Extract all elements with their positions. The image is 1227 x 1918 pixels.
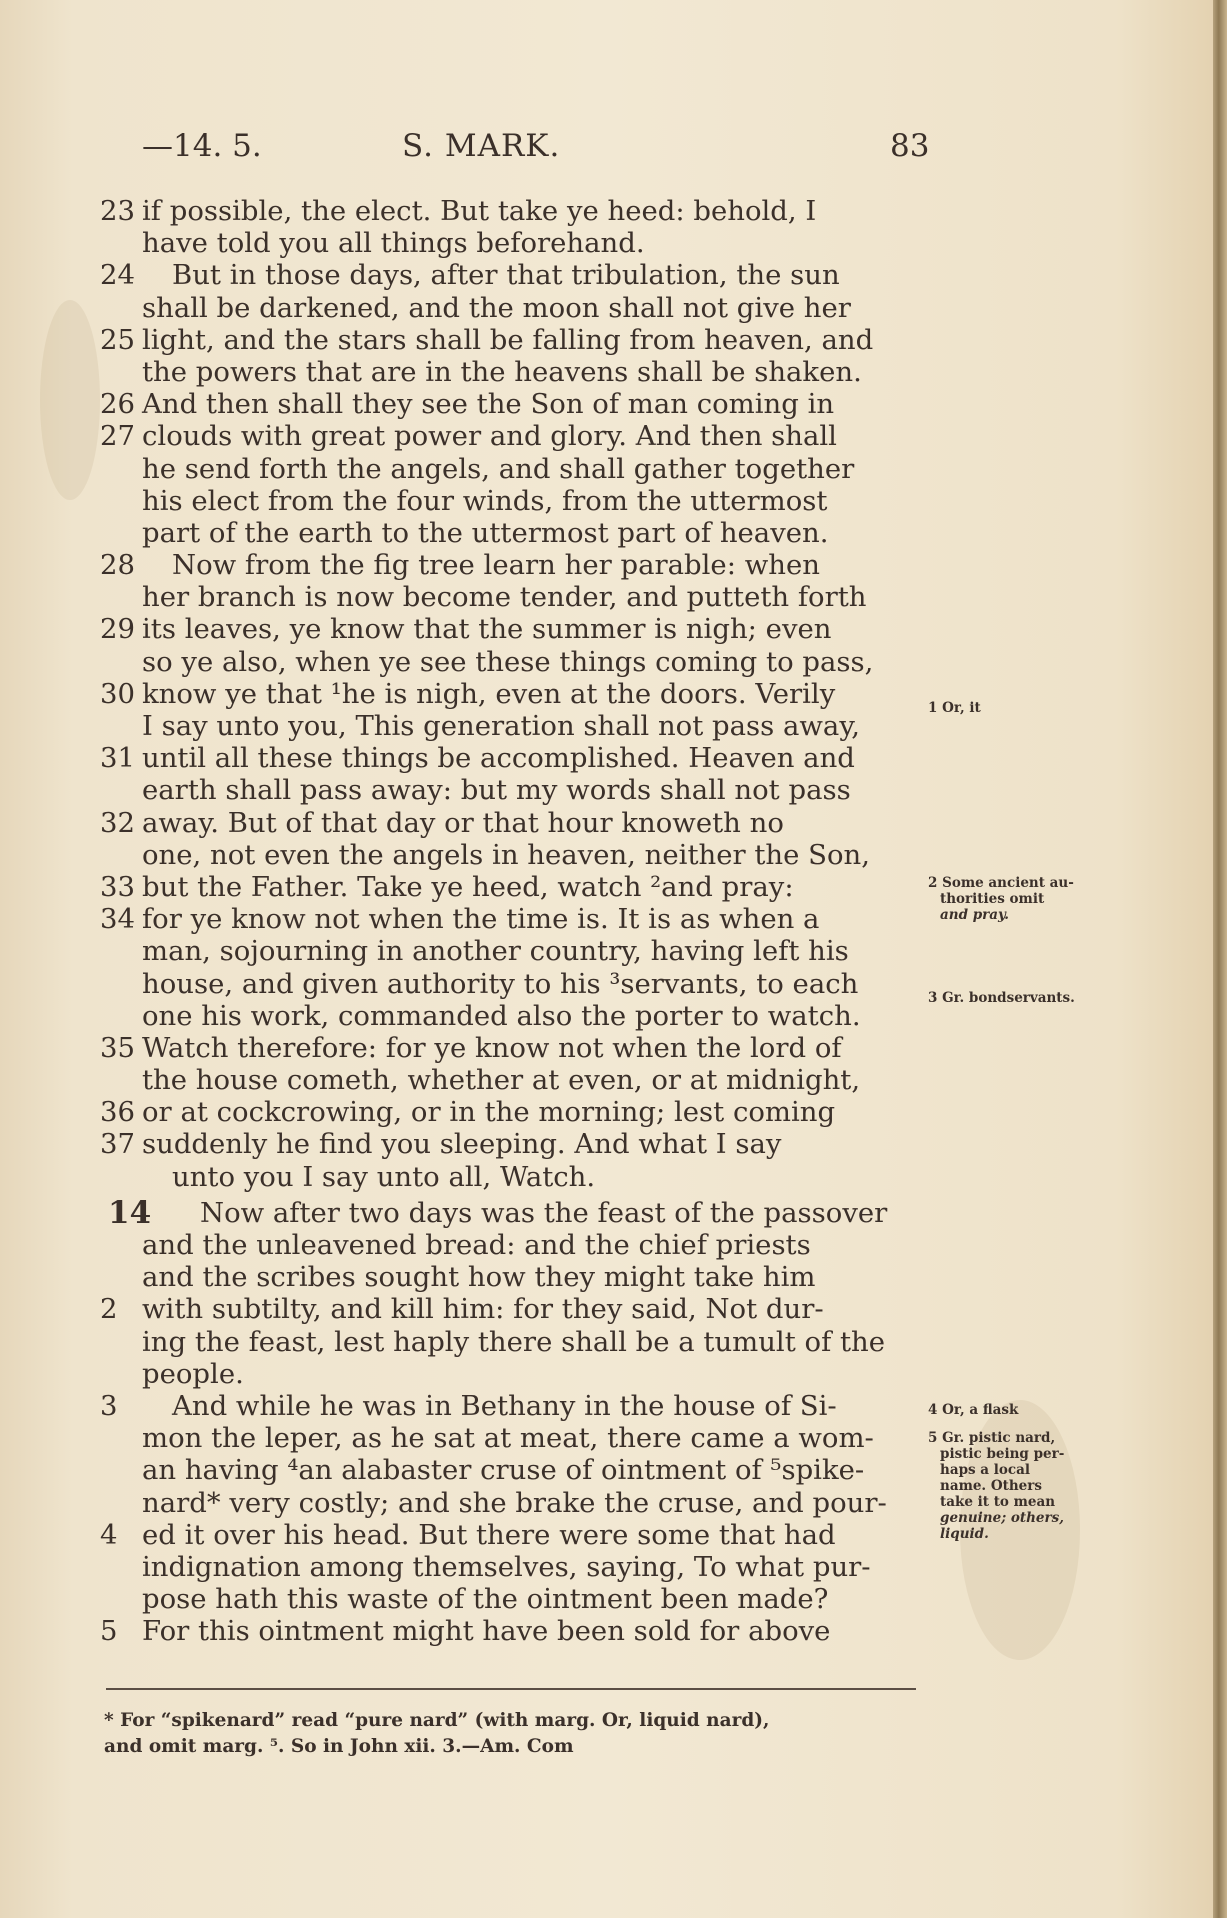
text-line [100, 356, 1220, 388]
text-line [100, 1261, 1220, 1293]
book-title: S. MARK. [402, 128, 561, 164]
verse-number: 2 [100, 1293, 118, 1326]
margin-note-text: genuine; others, [940, 1510, 1064, 1526]
verse-text: man, sojourning in another country, having left his [142, 935, 849, 968]
verse-text: And then shall they see the Son of man coming in [142, 388, 835, 421]
verse-number: 33 [100, 870, 135, 903]
verse-text: shall be darkened, and the moon shall not give her [142, 291, 851, 324]
verse-text: light, and the stars shall be falling from heaven, and [142, 323, 874, 356]
text-line [100, 613, 1220, 645]
verse-text: unto you I say unto all, Watch. [172, 1160, 596, 1193]
verse-text: Now from the fig tree learn her parable: when [172, 549, 820, 582]
text-line [100, 1326, 1220, 1358]
text-line [100, 807, 1220, 839]
verse-text: earth shall pass away: but my words shall not pass [142, 774, 851, 807]
page-number: 83 [890, 128, 930, 164]
verse-text: the house cometh, whether at even, or at midnight, [142, 1064, 861, 1097]
text-line [100, 388, 1220, 420]
text-line [100, 1229, 1220, 1261]
text-line [100, 549, 1220, 581]
verse-text: its leaves, ye know that the summer is nigh; even [142, 613, 832, 646]
verse-text: he send forth the angels, and shall gather together [142, 452, 855, 485]
verse-number: 24 [100, 259, 135, 292]
verse-number: 28 [100, 549, 135, 582]
verse-text: the powers that are in the heavens shall be shaken. [142, 355, 862, 388]
verse-text: an having ⁴an alabaster cruse of ointment of ⁵spike- [142, 1454, 865, 1487]
verse-text: people. [142, 1357, 244, 1390]
verse-number: 29 [100, 613, 135, 646]
text-line [100, 1161, 1220, 1193]
verse-text: but the Father. Take ye heed, watch ²and pray: [142, 870, 794, 903]
margin-note-4: 4 Or, a flask [928, 1402, 1019, 1418]
text-line [100, 1583, 1220, 1615]
margin-note-5 [928, 1430, 1064, 1542]
text-line [100, 292, 1220, 324]
verse-text: or at cockcrowing, or in the morning; lest coming [142, 1096, 836, 1129]
verse-text: For this ointment might have been sold for above [142, 1615, 831, 1648]
verse-number: 34 [100, 903, 135, 936]
footnote-line: and omit marg. ⁵. So in John xii. 3.—Am. Com [104, 1736, 574, 1757]
margin-note-text: thorities omit [940, 891, 1045, 907]
margin-note-text: liquid. [940, 1526, 989, 1542]
verse-number: 37 [100, 1128, 135, 1161]
chapter-heading-line [100, 1194, 1220, 1231]
verse-text: suddenly he find you sleeping. And what I say [142, 1128, 782, 1161]
margin-note-text: 2 Some ancient au- [928, 875, 1074, 891]
verse-text: until all these things be accomplished. Heaven and [142, 742, 855, 775]
verse-text: his elect from the four winds, from the uttermost [142, 484, 828, 517]
text-line [100, 646, 1220, 678]
verse-number: 35 [100, 1031, 135, 1064]
verse-text: ing the feast, lest haply there shall be a tumult of the [142, 1325, 886, 1358]
verse-text: mon the leper, as he sat at meat, there came a wom- [142, 1422, 874, 1455]
footnote-divider [106, 1688, 916, 1690]
verse-text: Watch therefore: for ye know not when the lord of [142, 1031, 842, 1064]
text-line [100, 1064, 1220, 1096]
margin-note-3: 3 Gr. bondservants. [928, 990, 1075, 1006]
margin-note-text: haps a local [940, 1462, 1030, 1478]
footnote-line: * For “spikenard” read “pure nard” (with marg. Or, liquid nard), [104, 1710, 770, 1731]
text-line [100, 1032, 1220, 1064]
verse-text: and the scribes sought how they might take him [142, 1261, 816, 1294]
verse-text: clouds with great power and glory. And then shall [142, 420, 837, 453]
margin-note-text: take it to mean [940, 1494, 1056, 1510]
verse-text: one his work, commanded also the porter to watch. [142, 999, 861, 1032]
verse-text: with subtilty, and kill him: for they said, Not dur- [142, 1293, 824, 1326]
verse-number: 27 [100, 420, 135, 453]
text-line [100, 485, 1220, 517]
verse-text: indignation among themselves, saying, To what pur- [142, 1550, 871, 1583]
verse-text: know ye that ¹he is nigh, even at the doors. Verily [142, 677, 836, 710]
running-header [0, 128, 1227, 168]
verse-text: house, and given authority to his ³servants, to each [142, 967, 859, 1000]
text-line [100, 195, 1220, 227]
verse-number: 25 [100, 323, 135, 356]
text-line [100, 774, 1220, 806]
text-line [100, 710, 1220, 742]
verse-number: 5 [100, 1615, 118, 1648]
verse-number: 36 [100, 1096, 135, 1129]
text-line [100, 839, 1220, 871]
footnote [104, 1708, 769, 1760]
verse-number: 31 [100, 742, 135, 775]
text-line [100, 742, 1220, 774]
verse-number: 23 [100, 195, 135, 227]
chapter-verse-range: —14. 5. [142, 128, 262, 164]
verse-text: pose hath this waste of the ointment been made? [142, 1583, 829, 1616]
verse-text: so ye also, when ye see these things coming to pass, [142, 645, 874, 678]
verse-number: 26 [100, 388, 135, 421]
verse-text: ed it over his head. But there were some that had [142, 1518, 836, 1551]
verse-text: nard* very costly; and she brake the cruse, and pour- [142, 1486, 887, 1519]
text-line [100, 1390, 1220, 1422]
text-line [100, 1615, 1220, 1647]
text-line [100, 935, 1220, 967]
text-line [100, 420, 1220, 452]
chapter-13-verses [100, 195, 1220, 1193]
text-line [100, 1358, 1220, 1390]
verse-text: one, not even the angels in heaven, neither the Son, [142, 838, 870, 871]
text-line [100, 581, 1220, 613]
margin-note-text: name. Others [940, 1478, 1042, 1494]
text-line [100, 678, 1220, 710]
text-line [100, 259, 1220, 291]
chapter-number: 14 [108, 1194, 152, 1231]
text-line [100, 453, 1220, 485]
verse-text: And while he was in Bethany in the house of Si- [172, 1389, 837, 1422]
margin-note-text: 5 Gr. pistic nard, [928, 1430, 1056, 1446]
text-line [100, 1293, 1220, 1325]
margin-note-2 [928, 875, 1074, 923]
text-line [100, 227, 1220, 259]
text-line [100, 1096, 1220, 1128]
paper-stain [40, 300, 100, 500]
text-line [100, 1128, 1220, 1160]
verse-number: 30 [100, 677, 135, 710]
verse-text: away. But of that day or that hour knoweth no [142, 806, 784, 839]
margin-note-text: pistic being per- [940, 1446, 1065, 1462]
verse-text: part of the earth to the uttermost part of heaven. [142, 516, 829, 549]
verse-text: and the unleavened bread: and the chief priests [142, 1229, 811, 1261]
verse-text: I say unto you, This generation shall not pass away, [142, 710, 860, 742]
text-line [100, 517, 1220, 549]
verse-number: 4 [100, 1518, 118, 1551]
verse-text: But in those days, after that tribulation, the sun [172, 259, 840, 292]
verse-text: Now after two days was the feast of the passover [200, 1196, 888, 1229]
verse-text: have told you all things beforehand. [142, 227, 645, 260]
verse-number: 3 [100, 1389, 118, 1422]
margin-note-1: 1 Or, it [928, 700, 981, 716]
verse-text: her branch is now become tender, and putteth forth [142, 581, 867, 614]
verse-text: if possible, the elect. But take ye heed: behold, I [142, 195, 817, 227]
text-line [100, 324, 1220, 356]
text-line [100, 1551, 1220, 1583]
margin-note-text: and pray. [940, 907, 1009, 923]
verse-text: for ye know not when the time is. It is as when a [142, 903, 820, 936]
verse-number: 32 [100, 806, 135, 839]
